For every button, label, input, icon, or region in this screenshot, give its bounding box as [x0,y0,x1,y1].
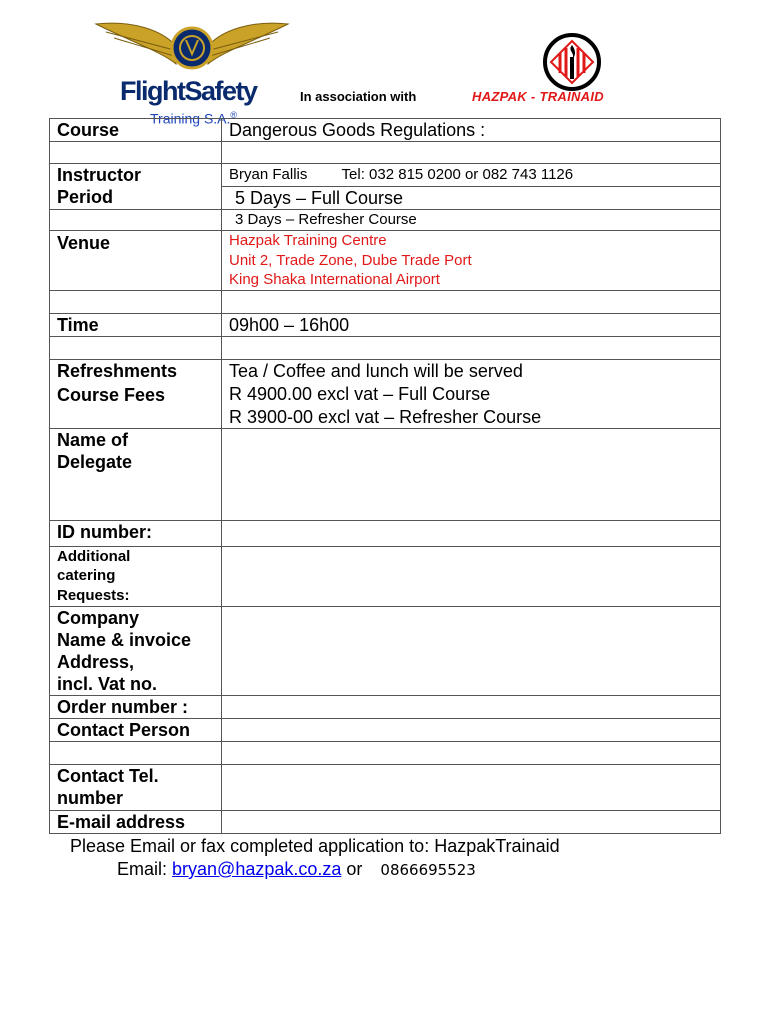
course-value: Dangerous Goods Regulations : [222,119,721,142]
venue-line: Hazpak Training Centre [229,232,387,249]
fees-full: R 4900.00 excl vat – Full Course [229,383,491,404]
spacer-cell [50,142,222,164]
row-spacer [50,290,721,313]
row-delegate [50,428,721,520]
instructor-name: Bryan Fallis [229,166,308,183]
winged-emblem-icon [92,18,292,80]
course-fees-label: Course Fees [57,384,166,405]
flightsafety-subtitle: Training S.A.® [150,110,238,127]
catering-field[interactable] [222,546,721,606]
spacer-cell [222,142,721,164]
or-text: or [341,859,363,879]
row-tel [50,764,721,810]
row-id [50,520,721,546]
company-label-line2: Name & invoice [57,629,192,650]
delegate-label-line2: Delegate [57,451,133,472]
registration-form-table [49,118,721,834]
row-spacer [50,741,721,764]
refreshments-value: Tea / Coffee and lunch will be served [229,360,523,381]
period-full: 5 Days – Full Course [235,188,404,208]
company-label: Company [57,607,140,628]
venue-line: Unit 2, Trade Zone, Dube Trade Port [229,251,472,269]
email-address-field[interactable] [222,810,721,833]
venue-value [222,231,721,291]
fees-refresher: R 3900-00 excl vat – Refresher Course [229,406,542,427]
submission-instructions: Please Email or fax completed application to: HazpakTrainaid [70,836,560,856]
row-venue [50,231,721,291]
instructor-tel: Tel: 032 815 0200 or 082 743 1126 [341,166,574,183]
catering-label-line3: Requests: [57,586,130,604]
venue-label: Venue [50,231,222,291]
contact-tel-field[interactable] [222,764,721,810]
row-spacer [50,142,721,164]
row-contact [50,718,721,741]
venue-line: King Shaka International Airport [229,271,440,288]
period-refresher: 3 Days – Refresher Course [222,210,721,231]
order-number-field[interactable] [222,695,721,718]
flightsafety-logo [92,18,292,127]
time-value: 09h00 – 16h00 [222,313,721,336]
contact-person-field[interactable] [222,718,721,741]
catering-label-line2: catering [57,567,116,584]
flightsafety-wordmark: FlightSafety [120,76,257,106]
fax-number: 0866695523 [380,861,476,879]
time-label: Time [50,313,222,336]
company-label-line3: Address, [57,651,135,672]
row-catering [50,546,721,606]
order-number-label: Order number : [50,695,222,718]
row-spacer [50,336,721,359]
delegate-label: Name of [57,429,129,450]
contact-person-label: Contact Person [50,718,222,741]
delegate-field[interactable] [222,428,721,520]
company-label-line4: incl. Vat no. [57,673,158,694]
row-time [50,313,721,336]
row-refreshments-fees [50,359,721,428]
hazpak-wordmark: HAZPAK - TRAINAID [472,89,604,104]
id-number-label: ID number: [50,520,222,546]
row-course [50,119,721,142]
period-label: Period [57,187,114,207]
contact-tel-label-line2: number [57,787,124,808]
row-instructor-period [50,164,721,210]
catering-label: Additional [57,547,131,565]
row-email [50,810,721,833]
contact-tel-label: Contact Tel. [57,765,159,786]
row-refresher [50,210,721,231]
association-text: In association with [300,89,417,104]
email-address-label: E-mail address [50,810,222,833]
email-prefix: Email: [117,859,173,879]
course-label: Course [50,119,222,142]
contact-line [117,859,476,880]
row-order [50,695,721,718]
hazpak-flammable-icon [543,33,601,91]
id-number-field[interactable] [222,520,721,546]
email-link[interactable]: bryan@hazpak.co.za [172,859,342,879]
row-company [50,606,721,695]
company-field[interactable] [222,606,721,695]
instructor-label: Instructor [57,165,142,185]
refreshments-label: Refreshments [57,360,178,381]
